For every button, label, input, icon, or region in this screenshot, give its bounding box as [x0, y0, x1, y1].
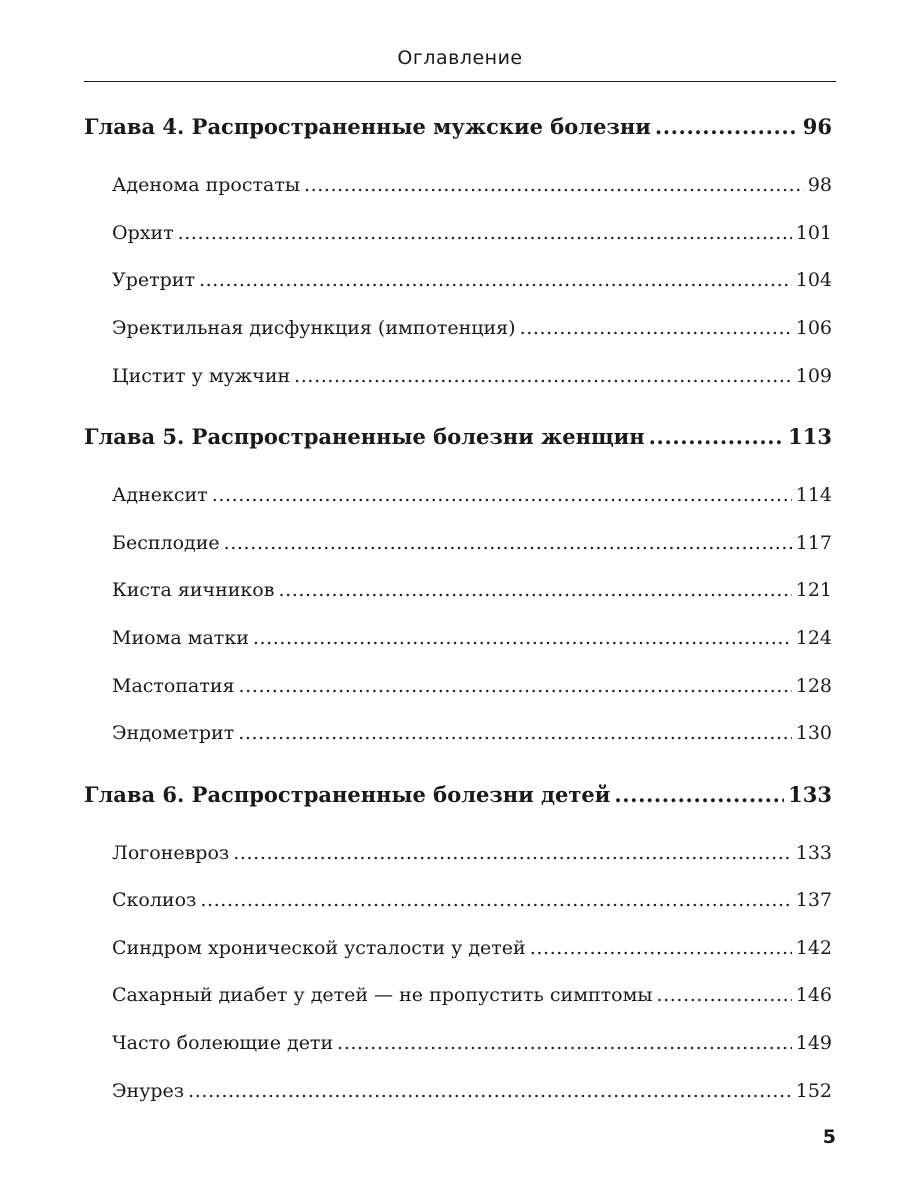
dot-leader — [178, 222, 792, 244]
dot-leader — [649, 424, 785, 449]
dot-leader — [614, 782, 784, 807]
chapter-page-number: 96 — [802, 114, 832, 139]
entry-title: Синдром хронической усталости у детей — [112, 937, 526, 959]
toc-entry[interactable] — [112, 889, 832, 911]
entry-page-number: 137 — [795, 889, 832, 911]
header-divider — [84, 81, 836, 82]
dot-leader — [304, 174, 804, 196]
entry-title: Миома матки — [112, 627, 249, 649]
dot-leader — [253, 627, 792, 649]
dot-leader — [238, 722, 792, 744]
toc-chapter-4[interactable] — [84, 114, 832, 139]
entry-title: Орхит — [112, 222, 174, 244]
entry-title: Уретрит — [112, 269, 195, 291]
entry-title: Эндометрит — [112, 722, 235, 744]
dot-leader — [212, 484, 792, 506]
entry-page-number: 98 — [807, 174, 832, 196]
dot-leader — [224, 532, 792, 554]
toc-entry[interactable] — [112, 269, 832, 291]
entry-page-number: 121 — [795, 579, 832, 601]
toc-entry[interactable] — [112, 984, 832, 1006]
entry-page-number: 133 — [795, 842, 832, 864]
dot-leader — [233, 842, 791, 864]
entry-page-number: 142 — [795, 937, 832, 959]
toc-entry[interactable] — [112, 532, 832, 554]
page-header-title: Оглавление — [397, 47, 523, 69]
dot-leader — [278, 579, 791, 601]
dot-leader — [337, 1032, 792, 1054]
toc-chapter-5[interactable] — [84, 424, 832, 449]
entry-title: Энурез — [112, 1080, 185, 1102]
toc-entry[interactable] — [112, 579, 832, 601]
entry-page-number: 130 — [795, 722, 832, 744]
entry-title: Аднексит — [112, 484, 208, 506]
entry-page-number: 106 — [795, 317, 832, 339]
dot-leader — [530, 937, 792, 959]
entry-page-number: 124 — [795, 627, 832, 649]
entry-title: Цистит у мужчин — [112, 365, 291, 387]
toc-entry[interactable] — [112, 1080, 832, 1102]
toc-entry[interactable] — [112, 937, 832, 959]
chapter-page-number: 133 — [788, 782, 832, 807]
entry-title: Киста яичников — [112, 579, 275, 601]
chapter-title: Глава 6. Распространенные болезни детей — [84, 782, 611, 807]
entry-page-number: 128 — [795, 675, 832, 697]
entry-title: Сколиоз — [112, 889, 197, 911]
toc-entry[interactable] — [112, 484, 832, 506]
entry-title: Часто болеющие дети — [112, 1032, 334, 1054]
entry-title: Эректильная дисфункция (импотенция) — [112, 317, 516, 339]
toc-entry[interactable] — [112, 317, 832, 339]
entry-page-number: 104 — [795, 269, 832, 291]
dot-leader — [520, 317, 792, 339]
entry-title: Сахарный диабет у детей — не пропустить симптомы — [112, 984, 653, 1006]
toc-entry[interactable] — [112, 722, 832, 744]
chapter-title: Глава 5. Распространенные болезни женщин — [84, 424, 645, 449]
dot-leader — [655, 114, 799, 139]
chapter-title: Глава 4. Распространенные мужские болезни — [84, 114, 651, 139]
toc-entry[interactable] — [112, 222, 832, 244]
entry-title: Бесплодие — [112, 532, 220, 554]
dot-leader — [294, 365, 792, 387]
toc-entry[interactable] — [112, 627, 832, 649]
dot-leader — [239, 675, 792, 697]
dot-leader — [657, 984, 792, 1006]
dot-leader — [199, 269, 792, 291]
entry-title: Логоневроз — [112, 842, 230, 864]
entry-page-number: 152 — [795, 1080, 832, 1102]
dot-leader — [200, 889, 791, 911]
entry-page-number: 146 — [795, 984, 832, 1006]
toc-chapter-6[interactable] — [84, 782, 832, 807]
toc-entry[interactable] — [112, 1032, 832, 1054]
entry-title: Аденома простаты — [112, 174, 300, 196]
entry-page-number: 114 — [795, 484, 832, 506]
entry-page-number: 101 — [795, 222, 832, 244]
entry-page-number: 109 — [795, 365, 832, 387]
entry-page-number: 117 — [795, 532, 832, 554]
page-number: 5 — [822, 1126, 836, 1148]
entry-page-number: 149 — [795, 1032, 832, 1054]
toc-entry[interactable] — [112, 365, 832, 387]
toc-entry[interactable] — [112, 675, 832, 697]
dot-leader — [188, 1080, 792, 1102]
chapter-page-number: 113 — [788, 424, 832, 449]
toc-entry[interactable] — [112, 174, 832, 196]
entry-title: Мастопатия — [112, 675, 235, 697]
toc-entry[interactable] — [112, 842, 832, 864]
